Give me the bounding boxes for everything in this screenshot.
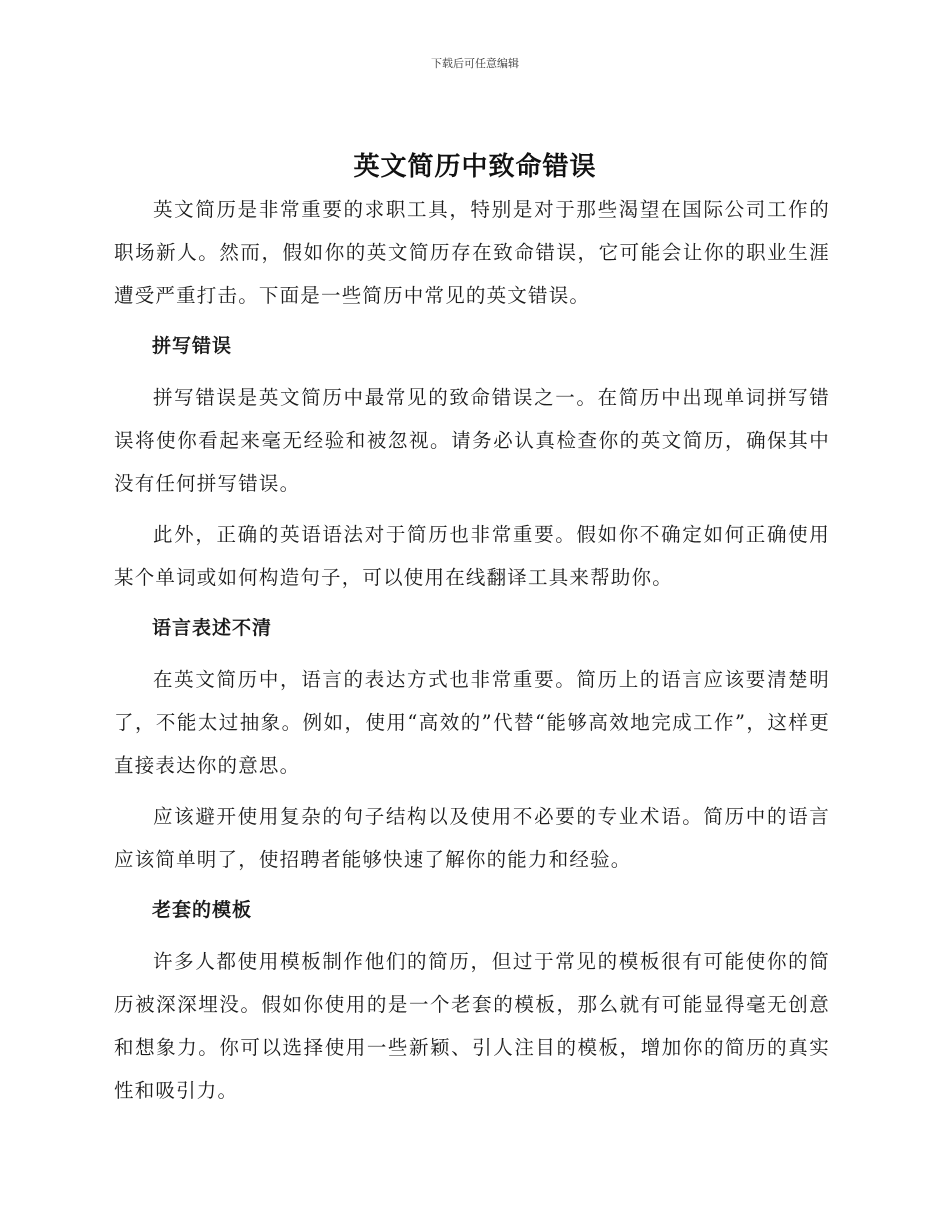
document-body: [114, 188, 830, 1112]
section-heading-spelling: 拼写错误: [152, 335, 233, 357]
section-heading-unclear-language: 语言表述不清: [152, 617, 273, 639]
section-heading-templates: 老套的模板: [152, 899, 253, 921]
paragraph: 拼写错误是英文简历中最常见的致命错误之一。在简历中出现单词拼写错误将使你看起来毫无经验和被忽视。请务必认真检查你的英文简历，确保其中没有任何拼写错误。: [114, 386, 830, 495]
paragraph: 许多人都使用模板制作他们的简历，但过于常见的模板很有可能使你的简历被深深埋没。假如你使用的是一个老套的模板，那么就有可能显得毫无创意和想象力。你可以选择使用一些新颖、引人注目的模板，增加你的简历的真实性和吸引力。: [114, 950, 830, 1102]
paragraph: 此外，正确的英语语法对于简历也非常重要。假如你不确定如何正确使用某个单词或如何构造句子，可以使用在线翻译工具来帮助你。: [114, 523, 830, 589]
paragraph: 应该避开使用复杂的句子结构以及使用不必要的专业术语。简历中的语言应该简单明了，使招聘者能够快速了解你的能力和经验。: [114, 805, 830, 871]
paragraph: 在英文简历中，语言的表达方式也非常重要。简历上的语言应该要清楚明了，不能太过抽象。例如，使用“高效的”代替“能够高效地完成工作”，这样更直接表达你的意思。: [114, 668, 830, 777]
header-note: 下载后可任意编辑: [431, 57, 519, 70]
page-title: 英文简历中致命错误: [353, 152, 597, 182]
intro-paragraph: 英文简历是非常重要的求职工具，特别是对于那些渴望在国际公司工作的职场新人。然而，假如你的英文简历存在致命错误，它可能会让你的职业生涯遭受严重打击。下面是一些简历中常见的英文错误。: [114, 198, 830, 307]
